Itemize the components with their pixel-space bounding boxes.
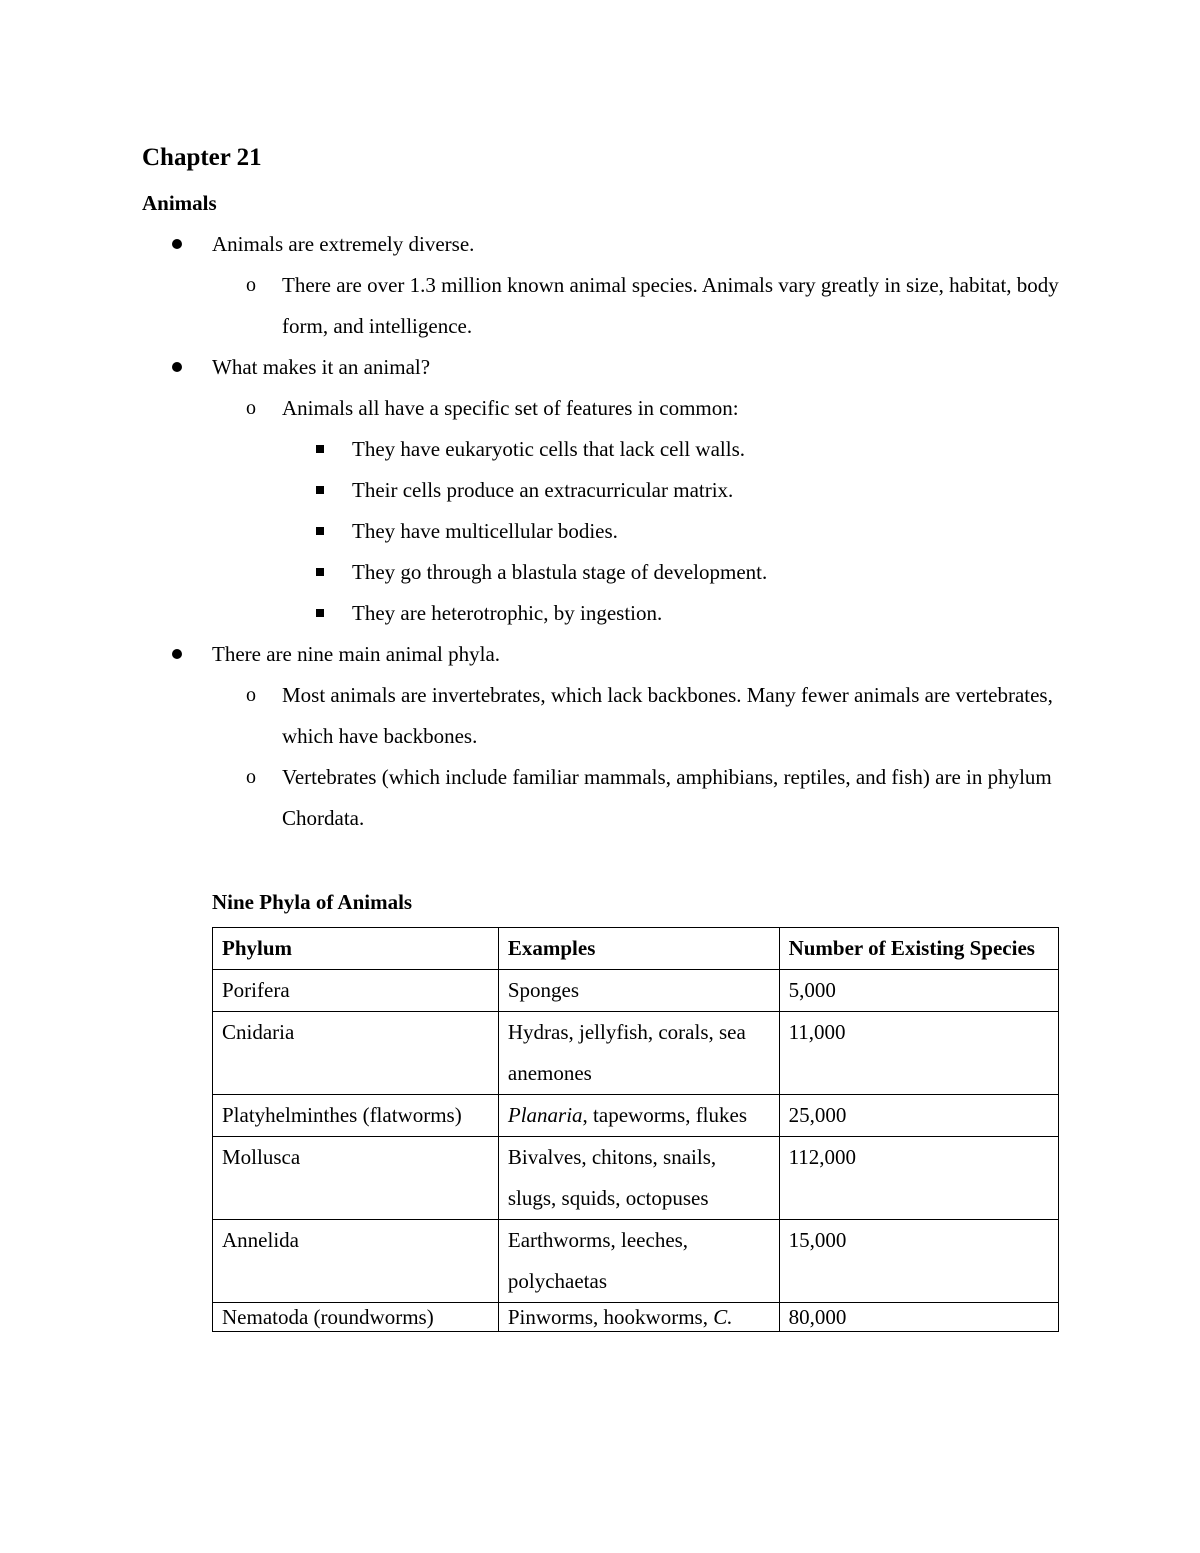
notes-outline — [142, 224, 1062, 839]
list-item: o There are over 1.3 million known animal species. Animals vary greatly in size, habitat, body form, and intelligence. — [142, 265, 1062, 347]
column-header-phylum: Phylum — [213, 928, 499, 970]
cell-examples — [498, 1095, 779, 1137]
examples-rest: Pinworms, hookworms, — [507, 1305, 714, 1329]
list-item: They are heterotrophic, by ingestion. — [142, 593, 1062, 634]
section-heading: Animals — [142, 191, 217, 215]
italic-genus: Planaria — [507, 1103, 583, 1127]
bullet-circle-icon: o — [246, 397, 256, 419]
column-header-examples: Examples — [498, 928, 779, 970]
list-item: They have multicellular bodies. — [142, 511, 1062, 552]
table-row — [213, 970, 1059, 1012]
cell-phylum: Cnidaria — [213, 1012, 499, 1095]
list-item: What makes it an animal? — [142, 347, 1062, 388]
examples-rest: , tapeworms, flukes — [582, 1103, 748, 1127]
cell-examples: Earthworms, leeches, polychaetas — [498, 1220, 779, 1303]
table-title: Nine Phyla of Animals — [212, 890, 413, 914]
cell-phylum: Annelida — [213, 1220, 499, 1303]
list-item: Animals are extremely diverse. — [142, 224, 1062, 265]
list-item: There are nine main animal phyla. — [142, 634, 1062, 675]
list-item: They have eukaryotic cells that lack cell walls. — [142, 429, 1062, 470]
phyla-table — [212, 927, 1059, 1332]
list-item: o Most animals are invertebrates, which lack backbones. Many fewer animals are vertebrates, which have backbones. — [142, 675, 1062, 757]
list-item: They go through a blastula stage of development. — [142, 552, 1062, 593]
cell-phylum: Porifera — [213, 970, 499, 1012]
table-header-row — [213, 928, 1059, 970]
cell-phylum: Platyhelminthes (flatworms) — [213, 1095, 499, 1137]
column-header-species: Number of Existing Species — [779, 928, 1058, 970]
italic-genus: C. — [713, 1305, 733, 1329]
cell-examples: Sponges — [498, 970, 779, 1012]
cell-species: 25,000 — [779, 1095, 1058, 1137]
cell-species: 5,000 — [779, 970, 1058, 1012]
list-item: Their cells produce an extracurricular matrix. — [142, 470, 1062, 511]
bullet-circle-icon: o — [246, 274, 256, 296]
cell-species: 80,000 — [779, 1303, 1058, 1332]
bullet-circle-icon: o — [246, 766, 256, 788]
chapter-title: Chapter 21 — [142, 144, 262, 171]
table-row — [213, 1220, 1059, 1303]
table-row — [213, 1303, 1059, 1332]
table-row — [213, 1012, 1059, 1095]
cell-species: 11,000 — [779, 1012, 1058, 1095]
cell-species: 112,000 — [779, 1137, 1058, 1220]
list-item: o Vertebrates (which include familiar mammals, amphibians, reptiles, and fish) are in phylum Chordata. — [142, 757, 1062, 839]
cell-phylum: Mollusca — [213, 1137, 499, 1220]
cell-phylum: Nematoda (roundworms) — [213, 1303, 499, 1332]
cell-examples — [498, 1303, 779, 1332]
cell-examples: Bivalves, chitons, snails, slugs, squids, octopuses — [498, 1137, 779, 1220]
table-row — [213, 1095, 1059, 1137]
list-item: o Animals all have a specific set of features in common: — [142, 388, 1062, 429]
cell-examples: Hydras, jellyfish, corals, sea anemones — [498, 1012, 779, 1095]
cell-species: 15,000 — [779, 1220, 1058, 1303]
table-row — [213, 1137, 1059, 1220]
bullet-circle-icon: o — [246, 684, 256, 706]
